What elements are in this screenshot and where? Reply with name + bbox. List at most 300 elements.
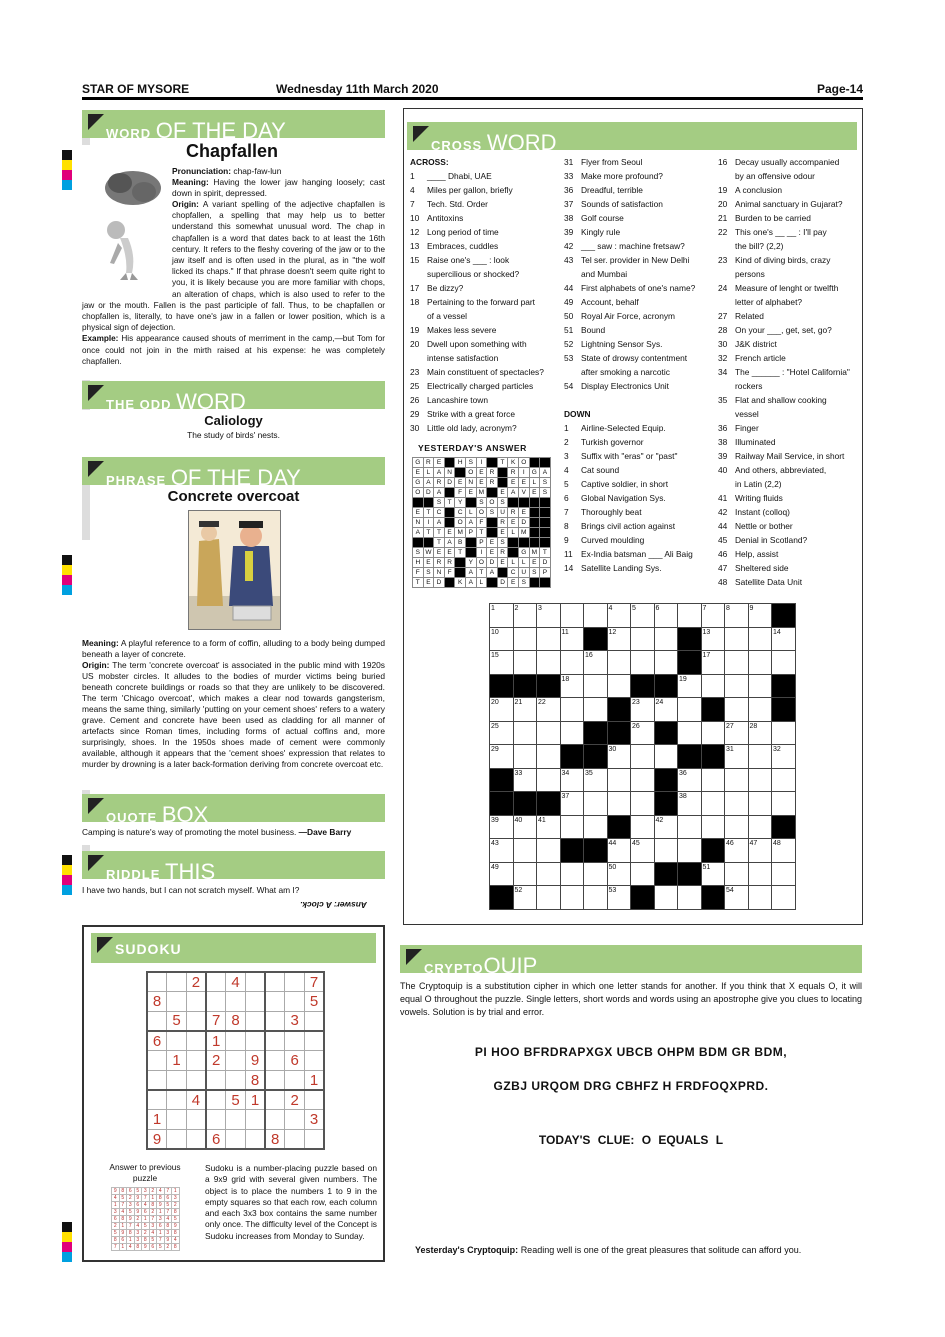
crossword-cell[interactable] (584, 886, 608, 910)
answer-cell (423, 538, 434, 548)
clue-text: Bound (581, 325, 606, 335)
answer-cell: 2 (127, 1195, 135, 1202)
across-label: ACROSS: (410, 157, 449, 167)
black-square (607, 815, 631, 839)
answer-cell (455, 568, 466, 578)
sudoku-cell[interactable] (186, 1011, 206, 1031)
clue-number: 53 (564, 353, 574, 363)
crossword-cell[interactable] (678, 698, 702, 722)
crossword-cell[interactable]: 28 (748, 721, 772, 745)
black-square (584, 745, 608, 769)
crossword-cell[interactable] (631, 768, 655, 792)
clue-item (718, 407, 860, 421)
sudoku-cell[interactable] (265, 1011, 285, 1031)
answer-cell: 1 (172, 1188, 180, 1195)
sudoku-cell[interactable] (167, 1031, 187, 1051)
crossword-cell[interactable]: 54 (725, 886, 749, 910)
crossword-cell[interactable] (725, 768, 749, 792)
sudoku-grid (146, 971, 325, 1150)
crossword-cell[interactable]: 38 (678, 792, 702, 816)
black-square (772, 674, 796, 698)
sudoku-cell: 5 (226, 1090, 246, 1110)
crossword-cell[interactable] (584, 862, 608, 886)
sudoku-cell[interactable] (305, 1011, 325, 1031)
crossword-cell[interactable] (560, 651, 584, 675)
sudoku-cell[interactable] (265, 972, 285, 992)
answer-cell: N (444, 468, 455, 478)
answer-cell: 2 (149, 1209, 157, 1216)
crossword-cell[interactable]: 2 (513, 604, 537, 628)
answer-cell (423, 498, 434, 508)
crossword-cell[interactable] (748, 886, 772, 910)
crossword-cell[interactable]: 42 (654, 815, 678, 839)
sudoku-cell[interactable] (245, 1011, 265, 1031)
answer-cell: E (508, 478, 519, 488)
gangster-cartoon-illustration (188, 510, 281, 630)
crossword-cell[interactable]: 32 (772, 745, 796, 769)
sudoku-cell[interactable] (285, 1031, 305, 1051)
sudoku-cell[interactable] (147, 1070, 167, 1090)
crossword-cell[interactable] (513, 721, 537, 745)
clue-item (718, 477, 860, 491)
crossword-cell[interactable] (701, 792, 725, 816)
crossword-cell[interactable] (748, 862, 772, 886)
black-square (654, 768, 678, 792)
crossword-cell[interactable] (607, 792, 631, 816)
clue-text: Curved moulding (581, 535, 645, 545)
crossword-cell[interactable] (678, 886, 702, 910)
crossword-cell[interactable] (560, 604, 584, 628)
sudoku-cell[interactable] (226, 1110, 246, 1130)
black-square (701, 698, 725, 722)
answer-cell: D (540, 558, 551, 568)
answer-cell: 8 (149, 1202, 157, 1209)
sudoku-cell[interactable] (245, 1110, 265, 1130)
sudoku-cell[interactable] (265, 1110, 285, 1130)
clue-item (718, 267, 860, 281)
answer-cell: O (518, 458, 529, 468)
flag-icon (413, 126, 429, 142)
sudoku-cell[interactable] (206, 1110, 226, 1130)
sudoku-cell[interactable] (147, 1011, 167, 1031)
crossword-cell[interactable] (772, 768, 796, 792)
crossword-cell[interactable] (748, 745, 772, 769)
sudoku-cell[interactable] (186, 1110, 206, 1130)
sudoku-cell[interactable] (265, 1090, 285, 1110)
answer-cell: D (487, 558, 498, 568)
crossword-cell[interactable]: 31 (725, 745, 749, 769)
answer-cell (497, 468, 508, 478)
crossword-cell[interactable]: 15 (490, 651, 514, 675)
sudoku-cell[interactable] (167, 992, 187, 1012)
crossword-cell[interactable]: 4 (607, 604, 631, 628)
crossword-cell[interactable] (748, 815, 772, 839)
crossword-cell[interactable] (654, 627, 678, 651)
sudoku-cell[interactable] (245, 1031, 265, 1051)
sudoku-cell[interactable] (147, 1051, 167, 1071)
crossword-cell[interactable] (513, 627, 537, 651)
crossword-cell[interactable] (537, 839, 561, 863)
sudoku-cell[interactable] (186, 1070, 206, 1090)
crossword-cell[interactable]: 16 (584, 651, 608, 675)
answer-cell: 3 (134, 1230, 142, 1237)
crossword-cell[interactable] (513, 651, 537, 675)
sudoku-cell[interactable] (167, 1070, 187, 1090)
crossword-cell[interactable]: 24 (654, 698, 678, 722)
clue-item (718, 295, 860, 309)
answer-cell: 8 (142, 1237, 150, 1244)
yesterday-answer-label: YESTERDAY'S ANSWER (418, 443, 527, 453)
crossword-cell[interactable]: 30 (607, 745, 631, 769)
answer-cell: R (487, 468, 498, 478)
crossword-cell[interactable] (513, 839, 537, 863)
crossword-cell[interactable] (560, 815, 584, 839)
crossword-cell[interactable]: 39 (490, 815, 514, 839)
quote (82, 827, 385, 838)
crossword-cell[interactable]: 29 (490, 745, 514, 769)
sudoku-answer-grid (111, 1187, 180, 1251)
crossword-cell[interactable] (584, 604, 608, 628)
clue-text: Airline-Selected Equip. (581, 423, 666, 433)
crossword-cell[interactable] (654, 745, 678, 769)
answer-cell: 7 (164, 1209, 172, 1216)
sudoku-cell[interactable] (305, 1051, 325, 1071)
black-square (584, 627, 608, 651)
band-big-text: OF THE DAY (155, 118, 286, 143)
black-square (631, 674, 655, 698)
crossword-cell[interactable] (631, 745, 655, 769)
crossword-cell[interactable] (678, 604, 702, 628)
cryptoquip-yesterday (415, 1245, 855, 1255)
crossword-cell[interactable] (748, 792, 772, 816)
crossword-cell[interactable] (725, 651, 749, 675)
crossword-cell[interactable] (537, 651, 561, 675)
clue-number (410, 309, 427, 323)
crossword-cell[interactable]: 11 (560, 627, 584, 651)
crossword-cell[interactable] (701, 768, 725, 792)
flag-icon (88, 798, 104, 814)
sudoku-cell[interactable] (265, 992, 285, 1012)
answer-cell: Y (455, 498, 466, 508)
crossword-cell[interactable]: 27 (725, 721, 749, 745)
sudoku-cell[interactable] (305, 1031, 325, 1051)
sudoku-cell[interactable] (226, 1051, 246, 1071)
sudoku-cell[interactable] (167, 1090, 187, 1110)
clue-text: Brings civil action against (581, 521, 676, 531)
answer-cell: 2 (134, 1216, 142, 1223)
clue-item (718, 547, 860, 561)
sudoku-answer-label: Answer to previous puzzle (109, 1162, 181, 1183)
answer-cell: E (487, 538, 498, 548)
crossword-cell[interactable] (607, 651, 631, 675)
crossword-cell[interactable]: 48 (772, 839, 796, 863)
sudoku-cell[interactable] (265, 1031, 285, 1051)
answer-cell: 6 (119, 1237, 127, 1244)
clue-text: Be dizzy? (427, 283, 464, 293)
sudoku-cell[interactable] (265, 1070, 285, 1090)
crossword-cell[interactable] (560, 721, 584, 745)
crossword-cell[interactable]: 35 (584, 768, 608, 792)
crossword-cell[interactable]: 46 (725, 839, 749, 863)
answer-cell: E (487, 548, 498, 558)
clue-item (718, 309, 860, 323)
sudoku-cell[interactable] (305, 1090, 325, 1110)
crossword-cell[interactable] (748, 627, 772, 651)
black-square (490, 674, 514, 698)
answer-cell: S (540, 478, 551, 488)
sudoku-cell[interactable] (206, 1090, 226, 1110)
crossword-cell[interactable]: 33 (513, 768, 537, 792)
crossword-cell[interactable]: 41 (537, 815, 561, 839)
clue-item (564, 295, 714, 309)
crossword-cell[interactable]: 6 (654, 604, 678, 628)
sudoku-cell[interactable] (186, 1051, 206, 1071)
answer-cell: 5 (142, 1223, 150, 1230)
crossword-cell[interactable] (725, 792, 749, 816)
crossword-cell[interactable] (772, 886, 796, 910)
crossword-cell[interactable]: 43 (490, 839, 514, 863)
crossword-cell[interactable] (654, 839, 678, 863)
crossword-cell[interactable] (725, 627, 749, 651)
sudoku-cell[interactable] (305, 1130, 325, 1150)
crossword-cell[interactable]: 44 (607, 839, 631, 863)
clue-item (564, 505, 714, 519)
sudoku-cell[interactable] (285, 972, 305, 992)
crossword-cell[interactable]: 7 (701, 604, 725, 628)
sudoku-cell[interactable] (285, 1110, 305, 1130)
answer-cell: 5 (134, 1188, 142, 1195)
crossword-cell[interactable]: 40 (513, 815, 537, 839)
crossword-cell[interactable] (537, 627, 561, 651)
registration-marks (62, 1222, 72, 1262)
crossword-cell[interactable]: 12 (607, 627, 631, 651)
crossword-cell[interactable] (537, 768, 561, 792)
crossword-cell[interactable] (584, 674, 608, 698)
answer-cell: A (508, 488, 519, 498)
crossword-cell[interactable]: 22 (537, 698, 561, 722)
crossword-cell[interactable]: 19 (678, 674, 702, 698)
crossword-cell[interactable] (654, 886, 678, 910)
crossword-cell[interactable] (701, 674, 725, 698)
crossword-cell[interactable] (560, 886, 584, 910)
crossword-cell[interactable]: 17 (701, 651, 725, 675)
crossword-cell[interactable] (772, 721, 796, 745)
crossword-cell[interactable] (772, 862, 796, 886)
crossword-cell[interactable] (772, 651, 796, 675)
crossword-cell[interactable] (584, 792, 608, 816)
sudoku-cell[interactable] (265, 1051, 285, 1071)
phrase-origin: The term 'concrete overcoat' is associated in the public mind with 1920s US mobster circles. It alludes to the bodies of murder victims being buried beneath concrete buildings or roads so that they are unlikely to be discovered. The term 'Chicago overcoat', which makes a clear nod towards gangsterism, means the same thing, similarly 'putting on your cement shoes' refers to a watery grave. Cement and concrete have been used as cladding for all manner of artefacts since Roman times, including forms of actual coffins and, more surprisingly, shoes. In the 1950s shoes made of cement were commonly available, although it appears that the 'cement shoes' expression that relates to murder by drowning is a later back-formation deriving from concrete overcoat etc. (82, 660, 385, 769)
clue-text: the bill? (2,2) (735, 241, 784, 251)
sudoku-description: Sudoku is a number-placing puzzle based on a 9x9 grid with several given numbers. The object is to place the numbers 1 to 9 in the empty squares so that each row, each column and each 3x3 box contains the same number only once. The difficulty level of the Concept is Sudoku increases from Monday to Sunday. (205, 1163, 377, 1241)
answer-cell: D (434, 578, 445, 588)
answer-cell (508, 538, 519, 548)
crossword-cell[interactable] (748, 698, 772, 722)
answer-cell: 3 (172, 1195, 180, 1202)
black-square (607, 698, 631, 722)
crossword-cell[interactable] (631, 815, 655, 839)
sudoku-cell[interactable] (285, 992, 305, 1012)
crossword-cell[interactable] (678, 815, 702, 839)
crossword-cell[interactable] (748, 768, 772, 792)
crossword-cell[interactable]: 47 (748, 839, 772, 863)
sudoku-cell[interactable] (285, 1070, 305, 1090)
clue-number: 29 (410, 409, 420, 419)
clue-text: French article (735, 353, 786, 363)
crossword-cell[interactable]: 34 (560, 768, 584, 792)
crossword-cell[interactable] (631, 651, 655, 675)
crossword-cell[interactable]: 3 (537, 604, 561, 628)
crossword-cell[interactable] (537, 721, 561, 745)
crossword-cell[interactable]: 36 (678, 768, 702, 792)
sudoku-cell[interactable] (167, 972, 187, 992)
clue-item (410, 281, 560, 295)
sudoku-cell[interactable] (245, 992, 265, 1012)
sudoku-cell[interactable] (147, 1090, 167, 1110)
clue-item (718, 505, 860, 519)
crossword-cell[interactable] (725, 862, 749, 886)
clue-item (718, 197, 860, 211)
crossword-cell[interactable]: 37 (560, 792, 584, 816)
sudoku-cell: 9 (245, 1051, 265, 1071)
answer-cell: 8 (172, 1244, 180, 1251)
crossword-cell[interactable]: 13 (701, 627, 725, 651)
crossword-cell[interactable]: 53 (607, 886, 631, 910)
clue-number (718, 407, 735, 421)
crossword-cell[interactable] (725, 815, 749, 839)
answer-cell (529, 578, 540, 588)
crossword-cell[interactable] (701, 721, 725, 745)
crossword-cell[interactable]: 1 (490, 604, 514, 628)
clue-item (718, 281, 860, 295)
sudoku-cell[interactable] (285, 1130, 305, 1150)
sudoku-cell[interactable] (186, 992, 206, 1012)
crossword-cell[interactable] (537, 745, 561, 769)
crossword-cell[interactable]: 50 (607, 862, 631, 886)
clue-text: Sounds of satisfaction (581, 199, 663, 209)
flag-icon (88, 114, 104, 130)
answer-cell: R (508, 468, 519, 478)
sudoku-cell[interactable] (245, 972, 265, 992)
answer-cell: K (508, 458, 519, 468)
sudoku-cell[interactable] (226, 1130, 246, 1150)
sudoku-cell[interactable] (206, 992, 226, 1012)
crossword-cell[interactable] (678, 839, 702, 863)
crossword-cell[interactable] (513, 745, 537, 769)
crossword-cell[interactable]: 14 (772, 627, 796, 651)
riddle-band (82, 851, 385, 884)
crossword-cell[interactable] (701, 815, 725, 839)
clue-text: Decay usually accompanied (735, 157, 840, 167)
answer-cell: 1 (112, 1202, 120, 1209)
sudoku-cell[interactable] (206, 1070, 226, 1090)
crossword-cell[interactable]: 20 (490, 698, 514, 722)
crossword-cell[interactable] (607, 768, 631, 792)
crossword-cell[interactable] (584, 815, 608, 839)
clue-number: 36 (718, 423, 728, 433)
crossword-cell[interactable] (537, 862, 561, 886)
crossword-cell[interactable]: 26 (631, 721, 655, 745)
sudoku-cell: 1 (305, 1070, 325, 1090)
clue-text: And others, abbreviated, (735, 465, 827, 475)
answer-cell: E (497, 528, 508, 538)
crossword-cell[interactable]: 9 (748, 604, 772, 628)
crossword-cell[interactable]: 49 (490, 862, 514, 886)
sudoku-cell[interactable] (245, 1130, 265, 1150)
crossword-cell[interactable] (748, 651, 772, 675)
answer-cell (497, 568, 508, 578)
clue-number: 31 (564, 157, 574, 167)
crossword-cell[interactable] (631, 627, 655, 651)
crossword-cell[interactable]: 45 (631, 839, 655, 863)
sudoku-cell[interactable] (226, 1031, 246, 1051)
sudoku-cell[interactable] (206, 972, 226, 992)
answer-cell: 2 (172, 1202, 180, 1209)
sudoku-cell: 5 (167, 1011, 187, 1031)
sudoku-cell[interactable] (147, 972, 167, 992)
word-origin: A variant spelling of the adjective chapfallen is chopfallen, a spelling that may help us to better understand this somewhat unusual word. The chap in chapfallen is a word that dates back to at least the 16th century. It refers to the fleshy covering of the jaw or to the jaw itself and is often used in the plural, as in "the wolf licked its chaps." If that phrase doesn't seem quite right to you, it is likely because you are more familiar with chops, an alteration of chaps, which is also used to refer to the jaw or the mouth. Fallen is the past participle of fall. Thus, to be chapfallen or chopfallen is, literally, to have one's jaw in a fallen or lower position, which is a physical sign of dejection. (82, 200, 385, 333)
crossword-cell[interactable]: 25 (490, 721, 514, 745)
crossword-cell[interactable]: 18 (560, 674, 584, 698)
crossword-cell[interactable] (560, 698, 584, 722)
crossword-cell[interactable] (725, 698, 749, 722)
clue-number (718, 239, 735, 253)
clue-item (564, 379, 714, 393)
crossword-cell[interactable] (725, 674, 749, 698)
answer-cell: T (540, 548, 551, 558)
sudoku-cell[interactable] (226, 1070, 246, 1090)
answer-cell: B (455, 538, 466, 548)
crossword-cell[interactable] (537, 886, 561, 910)
crossword-cell[interactable] (560, 862, 584, 886)
sudoku-cell[interactable] (167, 1130, 187, 1150)
crossword-cell[interactable]: 52 (513, 886, 537, 910)
answer-cell: K (455, 578, 466, 588)
answer-cell: 1 (149, 1195, 157, 1202)
answer-cell: O (476, 558, 487, 568)
clue-number: 25 (410, 381, 420, 391)
clue-number: 43 (564, 255, 574, 265)
sudoku-cell: 6 (206, 1130, 226, 1150)
sudoku-cell[interactable] (226, 992, 246, 1012)
sudoku-cell[interactable] (167, 1110, 187, 1130)
crossword-cell[interactable] (678, 721, 702, 745)
answer-cell (487, 488, 498, 498)
crossword-cell[interactable]: 23 (631, 698, 655, 722)
crossword-cell[interactable] (654, 651, 678, 675)
crossword-cell[interactable]: 21 (513, 698, 537, 722)
crossword-cell[interactable] (584, 698, 608, 722)
crossword-cell[interactable] (513, 862, 537, 886)
crossword-cell[interactable]: 5 (631, 604, 655, 628)
clue-item (718, 561, 860, 575)
clue-text: Main constituent of spectacles? (427, 367, 544, 377)
crossword-cell[interactable]: 8 (725, 604, 749, 628)
crossword-cell[interactable]: 51 (701, 862, 725, 886)
answer-cell: M (476, 488, 487, 498)
crossword-cell[interactable] (772, 792, 796, 816)
crossword-cell[interactable] (631, 792, 655, 816)
crossword-cell[interactable] (748, 674, 772, 698)
crossword-cell[interactable]: 10 (490, 627, 514, 651)
crossword-cell[interactable] (631, 862, 655, 886)
black-square (537, 674, 561, 698)
sudoku-cell[interactable] (186, 1031, 206, 1051)
answer-cell (540, 498, 551, 508)
sudoku-cell[interactable] (186, 1130, 206, 1150)
crossword-cell[interactable] (607, 674, 631, 698)
sudoku-cell: 4 (226, 972, 246, 992)
